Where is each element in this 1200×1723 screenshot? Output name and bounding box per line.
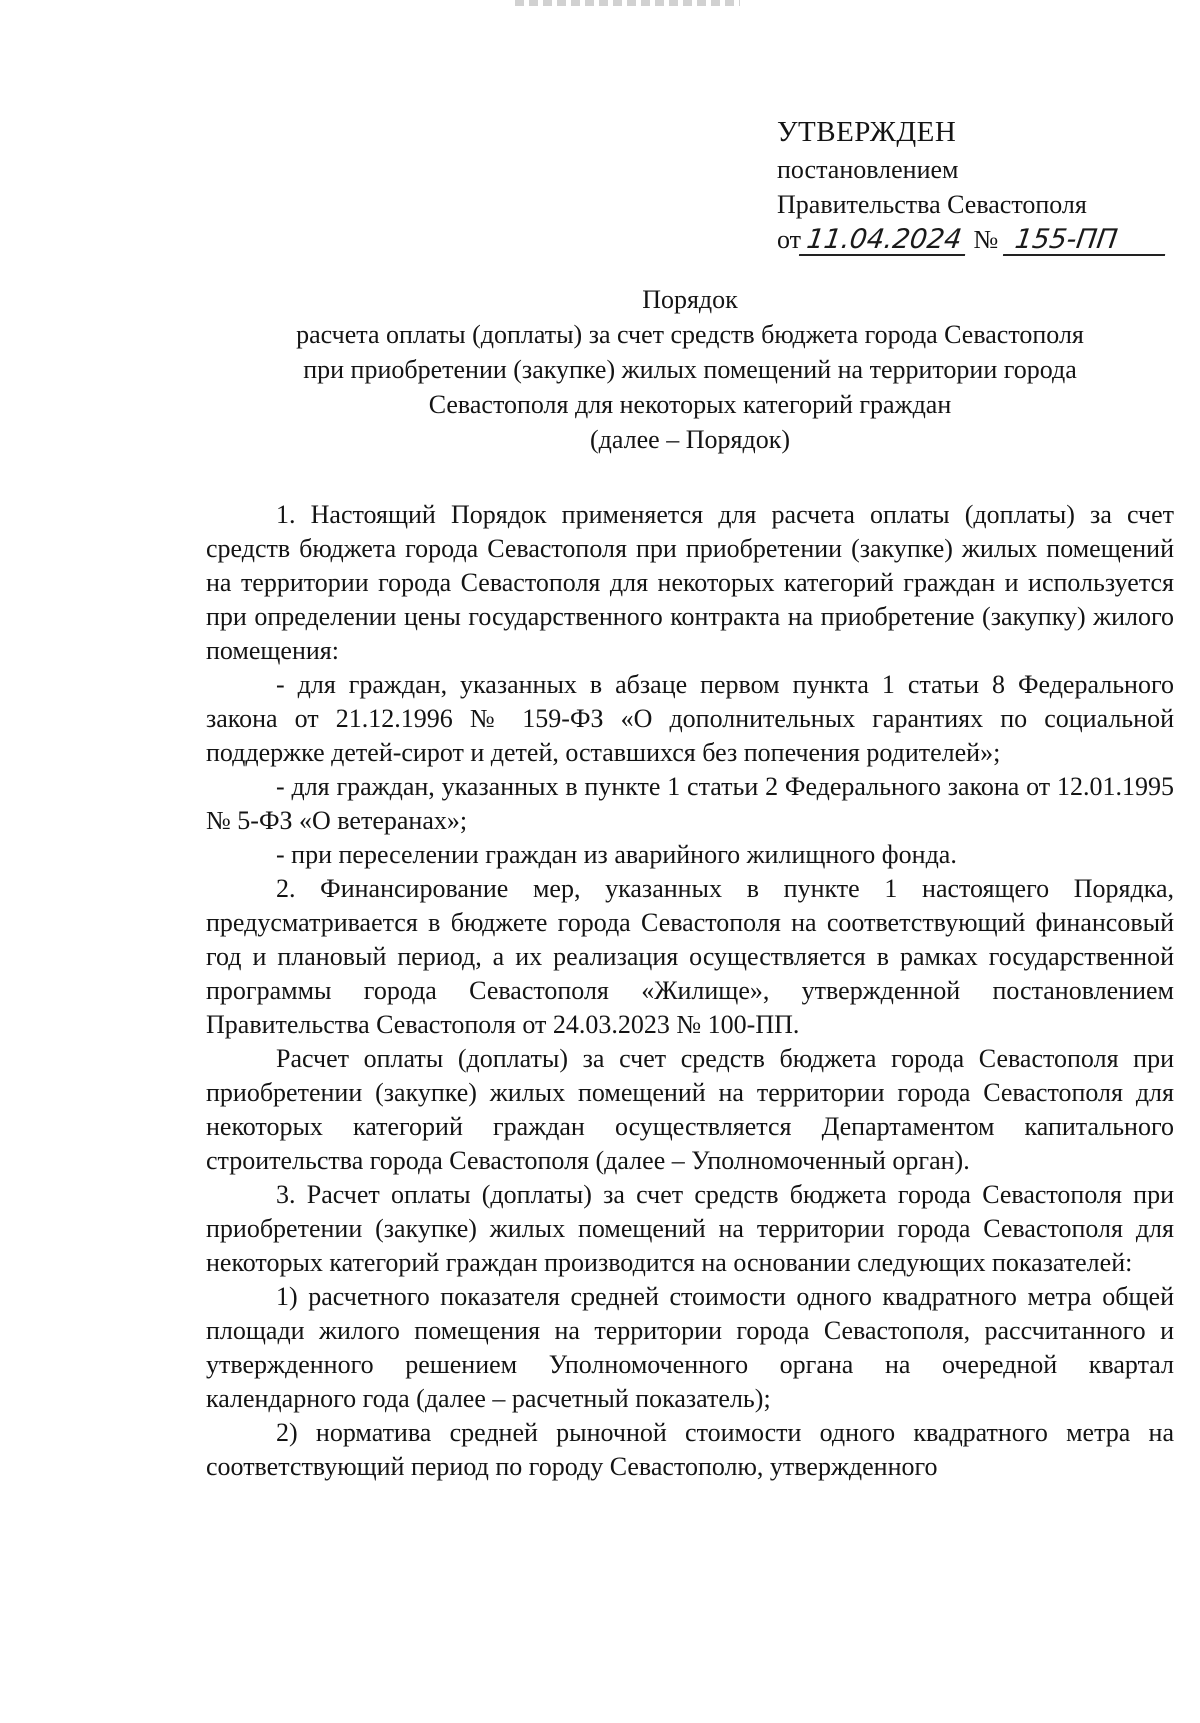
- paragraph-1: 1. Настоящий Порядок применяется для расчета оплаты (доплаты) за счет средств бюджета города Севастополя при приобретении (закупке) жилых помещений на территории города Севастополя для некоторых категорий граждан и используется при определении цены государственного контракта на приобретение (закупку) жилого помещения:: [206, 500, 1174, 665]
- paragraph-3: 3. Расчет оплаты (доплаты) за счет средств бюджета города Севастополя при приобретении (закупке) жилых помещений на территории города Севастополя для некоторых категорий граждан производится на основании следующих показателей:: [206, 1180, 1174, 1277]
- document-title-line-3: Севастополя для некоторых категорий граждан: [428, 390, 952, 419]
- paragraph-1-bullet-2: - для граждан, указанных в пункте 1 статьи 2 Федерального закона от 12.01.1995 № 5-ФЗ «О ветеранах»;: [206, 772, 1174, 835]
- approval-number-prefix: №: [973, 225, 999, 254]
- handwritten-number: 155-ПП: [1003, 226, 1169, 256]
- paragraph-2: 2. Финансирование мер, указанных в пункте 1 настоящего Порядка, предусматривается в бюджете города Севастополя на соответствующий финансовый год и плановый период, а их реализация осуществляется в рамках государственной программы города Севастополя «Жилище», утвержденной постановлением Правительства Севастополя от 24.03.2023 № 100-ПП.: [206, 874, 1174, 1039]
- document-title-line-1: расчета оплаты (доплаты) за счет средств бюджета города Севастополя: [296, 320, 1084, 349]
- approval-line-1: постановлением: [777, 155, 959, 184]
- document-body: [206, 498, 1174, 1484]
- document-title: Порядок: [642, 285, 738, 314]
- document-title-block: [230, 282, 1150, 457]
- approval-heading: УТВЕРЖДЕН: [777, 116, 957, 148]
- document-title-line-4: (далее – Порядок): [590, 425, 790, 454]
- approval-date-number-line: [777, 222, 1177, 257]
- paragraph-1-bullet-1: - для граждан, указанных в абзаце первом пункта 1 статьи 8 Федерального закона от 21.12.1996 № 159-ФЗ «О дополнительных гарантиях по социальной поддержке детей-сирот и детей, оставшихся без попечения родителей»;: [206, 670, 1174, 767]
- paragraph-2-continued: Расчет оплаты (доплаты) за счет средств бюджета города Севастополя при приобретении (закупке) жилых помещений на территории города Севастополя для некоторых категорий граждан осуществляется Департаментом капитального строительства города Севастополя (далее – Уполномоченный орган).: [206, 1044, 1174, 1175]
- scan-artifact-mark: [515, 0, 740, 6]
- document-title-line-2: при приобретении (закупке) жилых помещений на территории города: [303, 355, 1077, 384]
- approval-date-prefix: от: [777, 225, 802, 254]
- paragraph-3-item-2: 2) норматива средней рыночной стоимости одного квадратного метра на соответствующий период по городу Севастополю, утвержденного: [206, 1418, 1174, 1481]
- paragraph-3-item-1: 1) расчетного показателя средней стоимости одного квадратного метра общей площади жилого помещения на территории города Севастополя, рассчитанного и утвержденного решением Уполномоченного органа на очередной квартал календарного года (далее – расчетный показатель);: [206, 1282, 1174, 1413]
- approval-line-2: Правительства Севастополя: [777, 190, 1087, 219]
- approval-stamp-block: [777, 112, 1177, 257]
- paragraph-1-bullet-3: - при переселении граждан из аварийного жилищного фонда.: [276, 840, 957, 869]
- handwritten-date: 11.04.2024: [799, 226, 969, 256]
